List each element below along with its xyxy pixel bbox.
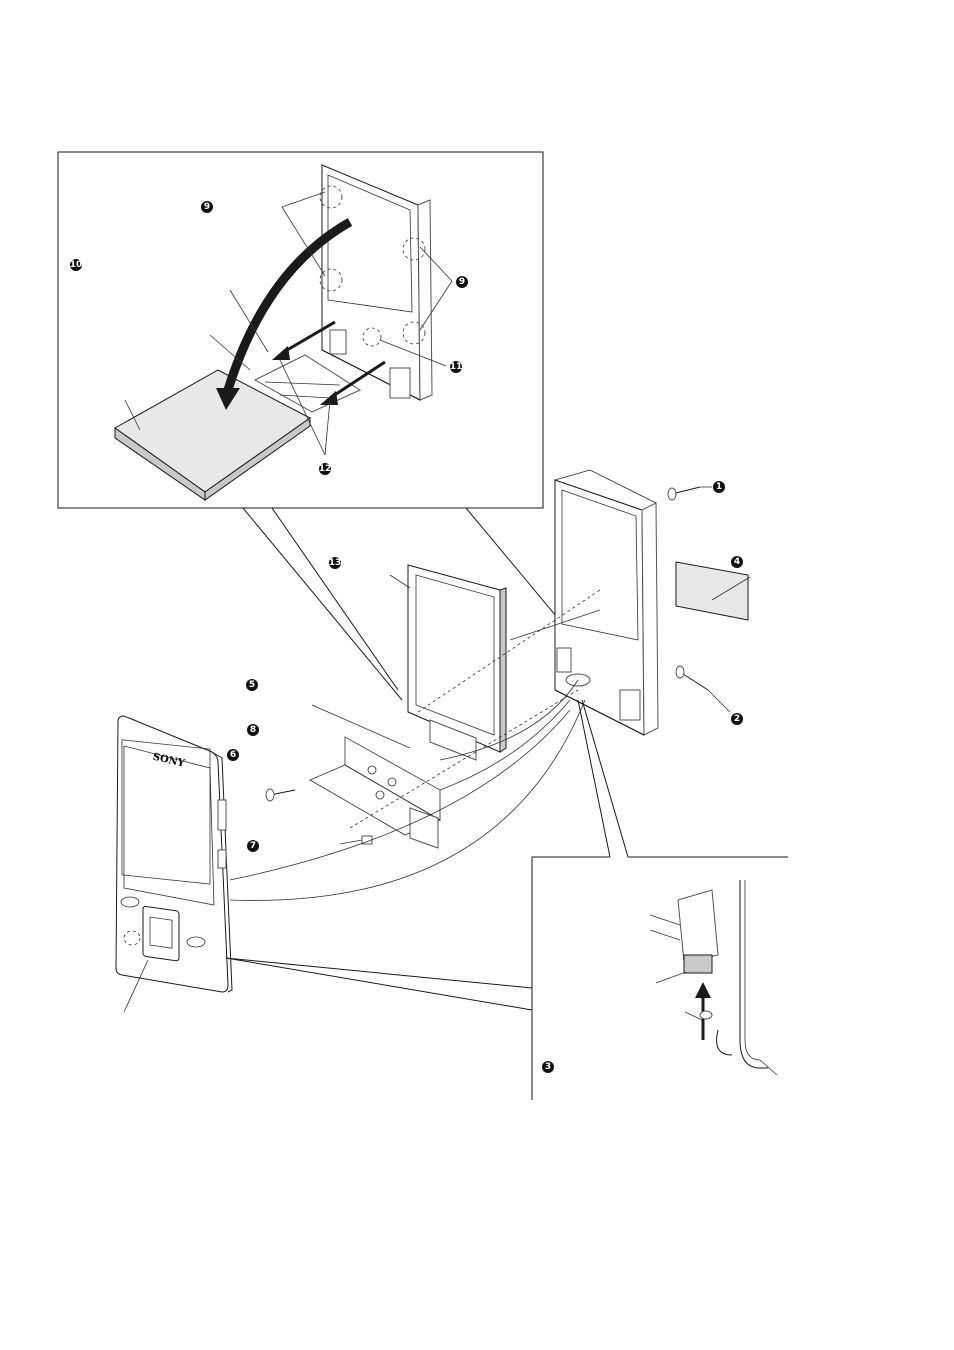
svg-text:1: 1 [715,482,723,492]
device-logo: SONY [151,751,186,770]
svg-text:10: 10 [69,260,83,270]
detail-frame-bottom [532,857,788,1100]
callout-4 [731,556,743,568]
svg-text:3: 3 [544,1062,552,1072]
zoom-lines-bottom [226,700,628,1010]
callout-6 [227,749,239,761]
screw-left [266,789,295,801]
callout-9-top [201,201,213,213]
svg-text:5: 5 [248,680,256,690]
svg-text:6: 6 [229,750,237,760]
callout-12 [319,463,332,475]
svg-text:9: 9 [458,277,466,287]
callout-2 [731,713,743,725]
svg-text:9: 9 [203,202,211,212]
callout-13 [329,557,342,569]
zoom-line-mid [272,508,398,690]
svg-text:12: 12 [318,464,332,474]
callout-11 [450,361,463,373]
callout-10 [70,259,83,271]
lcd-panel [390,565,506,760]
svg-text:2: 2 [733,714,741,724]
frame-upright-detail [320,165,432,400]
main-frame-assembly [555,470,658,735]
callout-8 [247,724,259,736]
screw-1 [668,487,712,500]
svg-text:8: 8 [249,725,257,735]
callout-1 [713,481,725,493]
zoom-line-left [243,508,402,700]
callout-3 [542,1061,554,1073]
callout-5 [246,679,258,691]
screw-2 [676,666,730,712]
callout-9-right [456,276,468,288]
sheet-part [676,562,750,620]
callout-7 [247,840,259,852]
front-cover-device [116,716,232,1012]
lcd-bracket [310,705,440,848]
svg-text:11: 11 [449,362,463,372]
svg-text:4: 4 [733,557,741,567]
detail-frame-border [58,152,543,508]
svg-text:7: 7 [249,841,257,851]
svg-text:13: 13 [328,558,342,568]
